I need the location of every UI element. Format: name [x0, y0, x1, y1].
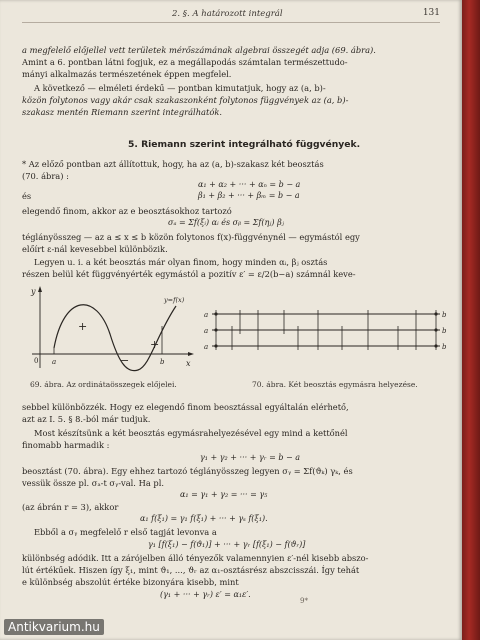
equation: α₁ f(ξ₁) = γ₁ f(ξ₁) + ··· + γₛ f(ξ₁).	[140, 514, 268, 523]
watermark: Antikvarium.hu	[4, 619, 104, 635]
fig69-y-label: y	[31, 287, 36, 296]
body-line: (az ábrán r = 3), akkor	[22, 502, 119, 512]
body-line: Ebből a σᵧ megfelelő r első tagját levonva a	[34, 527, 217, 537]
fig70-b-label: b	[442, 311, 447, 319]
fig69-a-label: a	[52, 358, 57, 366]
fig70-a-label: a	[204, 327, 209, 335]
equation: α₁ = γ₁ + γ₂ = ··· = γ₅	[180, 490, 268, 499]
header-title: 2. §. A határozott integrál	[172, 9, 283, 19]
body-line: finomabb harmadik :	[22, 440, 110, 450]
fig69-f-label: y=f(x)	[164, 296, 185, 304]
body-line: elegendő finom, akkor az e beosztásokhoz tartozó	[22, 206, 232, 216]
body-line: sebbel különbözzék. Hogy ez elegendő finom beosztással egyáltalán elérhető,	[22, 402, 349, 412]
body-line: előírt ε-nál kevesebbel különbözik.	[22, 244, 168, 254]
fig69-origin: 0	[34, 357, 39, 365]
body-line: részen belül két függvényérték egymástól a pozitív ε′ = ε/2(b−a) számnál keve-	[22, 269, 356, 279]
equation: γ₁ + γ₂ + ··· + γᵣ = b − a	[200, 453, 300, 462]
equation: (γ₁ + ··· + γᵣ) ε′ = α₁ε′.	[160, 590, 251, 599]
equation: σₐ = Σf(ξᵢ) αᵢ és σᵦ = Σf(ηⱼ) βⱼ	[168, 218, 284, 227]
paragraph-line: Amint a 6. pontban látni fogjuk, ez a megállapodás számtalan természettudo-	[22, 57, 348, 67]
running-header	[22, 8, 440, 23]
body-line: különbség adódik. Itt a zárójelben álló tényezők valamennyien ε′-nél kisebb abszo-	[22, 553, 369, 563]
body-line: e különbség abszolút értéke bizonyára kisebb, mint	[22, 577, 239, 587]
fig69-x-label: x	[186, 359, 191, 368]
body-line: azt az I. 5. § 8.-ból már tudjuk.	[22, 414, 151, 424]
fig70-a-label: a	[204, 311, 209, 319]
figure-69-caption: 69. ábra. Az ordinátaösszegek előjelei.	[30, 380, 177, 389]
fig69-plus-sign: +	[78, 320, 88, 333]
body-line: * Az előző pontban azt állítottuk, hogy, ha az (a, b)-szakasz két beosztás	[22, 159, 324, 169]
book-cover-edge	[462, 0, 480, 640]
equation: β₁ + β₂ + ··· + βₘ = b − a	[198, 191, 300, 200]
paragraph-line: A következő — elméleti érdekű — pontban kimutatjuk, hogy az (a, b)-	[34, 83, 326, 93]
equation: α₁ + α₂ + ··· + αₙ = b − a	[198, 180, 301, 189]
signature-mark: 9*	[300, 597, 308, 605]
body-line: beosztást (70. ábra). Egy ehhez tartozó téglányösszeg legyen σᵧ = Σf(ϑₖ) γₖ, és	[22, 466, 353, 476]
page-number: 131	[422, 8, 440, 18]
fig70-b-label: b	[442, 343, 447, 351]
figure-70-caption: 70. ábra. Két beosztás egymásra helyezése.	[252, 380, 418, 389]
paragraph-line: a megfelelő előjellel vett területek mérőszámának algebrai összegét adja (69. ábra).	[22, 45, 376, 55]
body-line: Legyen u. i. a két beosztás már olyan finom, hogy minden αᵢ, βⱼ osztás	[34, 257, 328, 267]
body-line: lút értékűek. Hiszen így ξ₁, mint ϑ₁, ..., ϑᵣ az α₁-osztásrész abszcisszái. Így tehát	[22, 565, 360, 575]
body-line: Most készítsünk a két beosztás egymásrahelyezésével egy mind a kettőnél	[34, 428, 348, 438]
body-line: vessük össze pl. σₐ-t σᵧ-val. Ha pl.	[22, 478, 165, 488]
figure-69	[26, 284, 196, 378]
equation: γ₁ [f(ξ₁) − f(ϑ₁)] + ··· + γᵣ [f(ξ₁) − f(ϑᵣ)]	[148, 540, 306, 549]
paragraph-line: mányi alkalmazás természetének éppen megfelel.	[22, 69, 232, 79]
fig69-minus-sign: −	[120, 354, 130, 367]
body-line: téglányösszeg — az a ≤ x ≤ b közön folytonos f(x)-függvénynél — egymástól egy	[22, 232, 360, 242]
fig70-b-label: b	[442, 327, 447, 335]
figure-70	[202, 300, 452, 372]
fig69-plus-sign: +	[150, 338, 160, 351]
paragraph-line: szakasz mentén Riemann szerint integrálhatók.	[22, 107, 222, 117]
body-line: és	[22, 191, 32, 201]
fig70-a-label: a	[204, 343, 209, 351]
body-line: (70. ábra) :	[22, 171, 69, 181]
paragraph-line: közön folytonos vagy akár csak szakaszonként folytonos függvények az (a, b)-	[22, 95, 349, 105]
section-title: 5. Riemann szerint integrálható függvények.	[128, 139, 361, 150]
fig69-b-label: b	[160, 358, 165, 366]
